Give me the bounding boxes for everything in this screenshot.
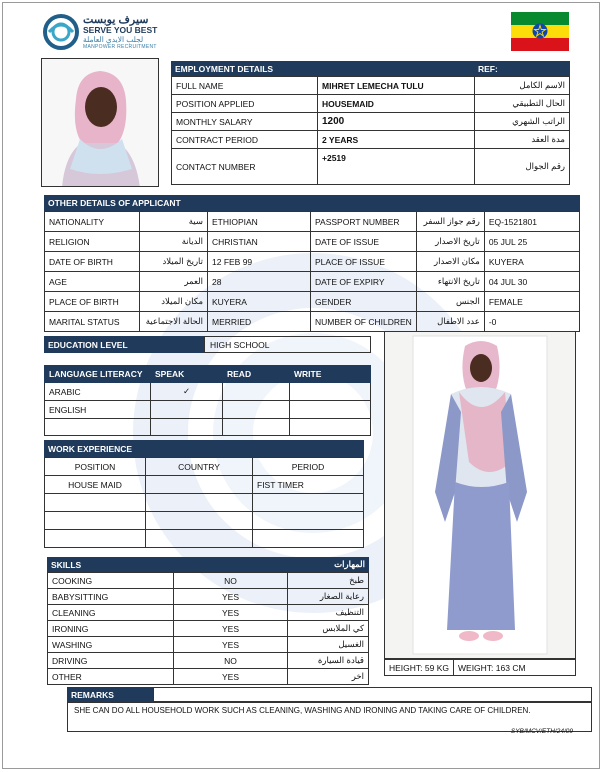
education-level-value: HIGH SCHOOL [204, 336, 371, 353]
read-check [223, 401, 290, 419]
skill-value: YES [174, 621, 288, 637]
language-header-row [45, 366, 371, 383]
employment-label: MONTHLY SALARY [172, 113, 318, 131]
other-label: AGE [45, 272, 140, 292]
employment-label-ar: رقم الجوال [475, 149, 570, 185]
write-check [290, 383, 371, 401]
ref-header: REF: [474, 61, 570, 76]
other-label-ar: الحالة الاجتماعية [140, 312, 208, 332]
other-label: PLACE OF BIRTH [45, 292, 140, 312]
other-label: NUMBER OF CHILDREN [311, 312, 417, 332]
other-row [45, 252, 580, 272]
write-check [290, 401, 371, 419]
skill-row [48, 573, 369, 589]
read-header: READ [223, 366, 290, 383]
other-row [45, 272, 580, 292]
other-label-ar: رقم جواز السفر [416, 212, 484, 232]
work-position [45, 512, 146, 530]
skill-name: WASHING [48, 637, 174, 653]
language-header: LANGUAGE LITERACY [45, 366, 151, 383]
other-value: KUYERA [484, 252, 579, 272]
other-row [45, 212, 580, 232]
work-experience-table [44, 457, 364, 548]
other-label: NATIONALITY [45, 212, 140, 232]
other-label-ar: الجنس [416, 292, 484, 312]
logo-english: SERVE YOU BEST [83, 25, 158, 35]
employment-label-ar: مدة العقد [475, 131, 570, 149]
speak-check: ✓ [151, 383, 223, 401]
language-row [45, 401, 371, 419]
weight-value: WEIGHT: 163 CM [454, 660, 576, 676]
work-period [253, 512, 364, 530]
other-row [45, 312, 580, 332]
remarks-text: SHE CAN DO ALL HOUSEHOLD WORK SUCH AS CLEANING, WASHING AND IRONING AND TAKING CARE OF CHILDREN. [74, 706, 531, 715]
other-label-ar: الديانة [140, 232, 208, 252]
skill-name: DRIVING [48, 653, 174, 669]
work-header-row [45, 458, 364, 476]
skill-row [48, 653, 369, 669]
other-label: MARITAL STATUS [45, 312, 140, 332]
skill-row [48, 669, 369, 685]
work-country [146, 476, 253, 494]
employment-details-table [171, 76, 570, 185]
skill-value: NO [174, 653, 288, 669]
remarks-header: REMARKS [67, 687, 153, 702]
skill-value: YES [174, 589, 288, 605]
logo-arabic: سيرف يوبست [83, 14, 149, 26]
other-row [45, 232, 580, 252]
logo-arabic-sub: لجلب الايدي العاملة [83, 35, 144, 44]
other-details-header: OTHER DETAILS OF APPLICANT [44, 195, 310, 211]
logo-mark-icon [43, 14, 79, 50]
remarks-bar [153, 687, 592, 702]
employment-row [172, 77, 570, 95]
skill-name-ar: كي الملابس [288, 621, 369, 637]
language-row [45, 383, 371, 401]
employment-label: POSITION APPLIED [172, 95, 318, 113]
write-check [290, 419, 371, 436]
skill-name: COOKING [48, 573, 174, 589]
skill-row [48, 637, 369, 653]
other-value: CHRISTIAN [208, 232, 311, 252]
employment-label-ar: الراتب الشهري [475, 113, 570, 131]
ethiopia-flag [511, 12, 569, 51]
work-experience-header: WORK EXPERIENCE [44, 440, 364, 457]
other-value: EQ-1521801 [484, 212, 579, 232]
read-check [223, 383, 290, 401]
language-table [44, 365, 371, 436]
employment-value: MIHRET LEMECHA TULU [318, 77, 475, 95]
position-header: POSITION [45, 458, 146, 476]
company-logo [43, 11, 173, 53]
other-label: RELIGION [45, 232, 140, 252]
other-value: -0 [484, 312, 579, 332]
language-name: ARABIC [45, 383, 151, 401]
write-header: WRITE [290, 366, 371, 383]
other-value: 28 [208, 272, 311, 292]
skill-value: YES [174, 637, 288, 653]
skills-header: SKILLS المهارات [47, 557, 369, 572]
skill-name-ar: قيادة السيارة [288, 653, 369, 669]
work-row [45, 530, 364, 548]
other-label: DATE OF BIRTH [45, 252, 140, 272]
employment-value: HOUSEMAID [318, 95, 475, 113]
work-country [146, 530, 253, 548]
other-label-ar: عدد الاطفال [416, 312, 484, 332]
employment-label: FULL NAME [172, 77, 318, 95]
employment-value: 2 YEARS [318, 131, 475, 149]
other-label: PLACE OF ISSUE [311, 252, 417, 272]
employment-value: 1200 [318, 113, 475, 131]
skill-value: YES [174, 669, 288, 685]
skill-name-ar: اخر [288, 669, 369, 685]
work-period [253, 530, 364, 548]
work-country [146, 512, 253, 530]
logo-english-sub: MANPOWER RECRUITMENT [83, 44, 157, 50]
language-name [45, 419, 151, 436]
skill-name-ar: الغسيل [288, 637, 369, 653]
cv-page [2, 2, 600, 769]
read-check [223, 419, 290, 436]
skills-table [47, 572, 369, 685]
other-label-ar: العمر [140, 272, 208, 292]
other-label-ar: تاريخ الاصدار [416, 232, 484, 252]
height-value: HEIGHT: 59 KG [385, 660, 454, 676]
other-value: 12 FEB 99 [208, 252, 311, 272]
employment-row [172, 95, 570, 113]
other-value: 05 JUL 25 [484, 232, 579, 252]
work-position: HOUSE MAID [45, 476, 146, 494]
speak-header: SPEAK [151, 366, 223, 383]
other-label: DATE OF EXPIRY [311, 272, 417, 292]
other-value: ETHIOPIAN [208, 212, 311, 232]
other-label-ar: مكان الميلاد [140, 292, 208, 312]
other-label-ar: تاريخ الميلاد [140, 252, 208, 272]
skill-row [48, 589, 369, 605]
remarks-box [67, 702, 592, 735]
education-level-header: EDUCATION LEVEL [44, 336, 204, 353]
document-code: SYB/MCV/ETH/24/09 [510, 728, 573, 735]
skill-name: IRONING [48, 621, 174, 637]
other-details-table [44, 211, 580, 332]
skill-value: NO [174, 573, 288, 589]
skill-name: BABYSITTING [48, 589, 174, 605]
employment-row [172, 113, 570, 131]
physical-table [384, 659, 576, 676]
other-label-ar: تاريخ الانتهاء [416, 272, 484, 292]
other-label: DATE OF ISSUE [311, 232, 417, 252]
other-label: PASSPORT NUMBER [311, 212, 417, 232]
skill-name-ar: رعاية الصغار [288, 589, 369, 605]
language-name: ENGLISH [45, 401, 151, 419]
other-value: FEMALE [484, 292, 579, 312]
physical-row [385, 660, 576, 676]
skill-row [48, 621, 369, 637]
country-header: COUNTRY [146, 458, 253, 476]
employment-label-ar: الاسم الكامل [475, 77, 570, 95]
speak-check [151, 419, 223, 436]
work-row [45, 494, 364, 512]
employment-value: +2519 [318, 149, 475, 185]
other-label-ar: مكان الاصدار [416, 252, 484, 272]
employment-row [172, 131, 570, 149]
speak-check [151, 401, 223, 419]
skill-name-ar: طبخ [288, 573, 369, 589]
other-value: MERRIED [208, 312, 311, 332]
employment-row [172, 149, 570, 185]
work-row [45, 512, 364, 530]
other-details-header-right [310, 195, 580, 211]
skill-name: OTHER [48, 669, 174, 685]
employment-label-ar: الحال التطبيقي [475, 95, 570, 113]
other-label-ar: سية [140, 212, 208, 232]
work-country [146, 494, 253, 512]
work-position [45, 494, 146, 512]
work-period [253, 494, 364, 512]
other-label: GENDER [311, 292, 417, 312]
other-value: KUYERA [208, 292, 311, 312]
skill-name: CLEANING [48, 605, 174, 621]
skill-value: YES [174, 605, 288, 621]
applicant-photo-small [41, 58, 159, 187]
applicant-photo-full [384, 331, 576, 659]
skill-name-ar: التنظيف [288, 605, 369, 621]
period-header: PERIOD [253, 458, 364, 476]
flag-emblem-icon [532, 23, 548, 39]
employment-details-header: EMPLOYMENT DETAILS [171, 61, 474, 76]
work-position [45, 530, 146, 548]
work-row [45, 476, 364, 494]
employment-label: CONTRACT PERIOD [172, 131, 318, 149]
other-value: 04 JUL 30 [484, 272, 579, 292]
skill-row [48, 605, 369, 621]
other-row [45, 292, 580, 312]
employment-label: CONTACT NUMBER [172, 149, 318, 185]
language-row [45, 419, 371, 436]
work-period: FIST TIMER [253, 476, 364, 494]
